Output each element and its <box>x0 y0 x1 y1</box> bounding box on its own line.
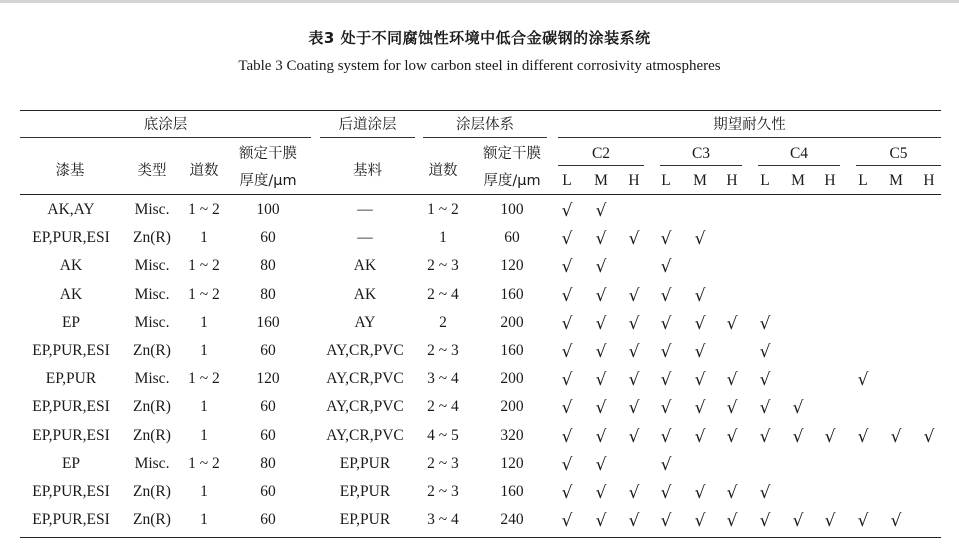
cell-ndft: 60 <box>260 398 276 416</box>
group-header-subsequent: 后道涂层 <box>338 117 397 133</box>
col-header-sub-binder: 基料 <box>353 163 382 179</box>
cell-binder: AK <box>59 285 83 303</box>
cell-sys-ndft: 120 <box>500 454 524 472</box>
cell-sys-ndft: 120 <box>500 257 524 275</box>
cell-sys-coats: 3 ~ 4 <box>427 511 459 529</box>
check-icon: √ <box>628 229 640 250</box>
col-header-binder: 漆基 <box>55 163 85 179</box>
cell-sys-coats: 3 ~ 4 <box>427 370 459 388</box>
cell-ndft: 80 <box>260 285 276 303</box>
check-icon: √ <box>595 285 607 306</box>
check-icon: √ <box>595 454 607 475</box>
cell-sys-coats: 2 <box>439 313 447 331</box>
check-icon: √ <box>824 426 836 447</box>
check-icon: √ <box>561 285 573 306</box>
cell-type: Zn(R) <box>133 426 171 444</box>
cell-coats: 1 <box>200 511 208 529</box>
table-title-chinese: 表3 处于不同腐蚀性环境中低合金碳钢的涂装系统 <box>308 29 651 47</box>
check-icon: √ <box>759 342 771 362</box>
check-icon: √ <box>759 426 771 447</box>
check-icon: √ <box>561 454 573 475</box>
table-top-rule <box>20 110 941 111</box>
check-icon: √ <box>726 483 738 503</box>
c2-underline <box>558 165 644 166</box>
cell-binder: EP,PUR <box>45 370 97 388</box>
check-icon: √ <box>694 398 706 419</box>
check-icon: √ <box>595 313 607 334</box>
check-icon: √ <box>660 398 672 419</box>
check-icon: √ <box>694 313 706 334</box>
cell-ndft: 60 <box>260 342 276 359</box>
check-icon: √ <box>726 426 738 447</box>
cell-coats: 1 <box>200 426 208 444</box>
cell-coats: 1 ~ 2 <box>188 201 220 218</box>
check-icon: √ <box>595 257 607 278</box>
durability-header-c4-m: M <box>791 172 805 189</box>
col-header-ndft-line1: 额定干膜 <box>239 146 297 162</box>
cell-ndft: 80 <box>260 257 276 275</box>
cell-sub-binder: — <box>357 201 373 218</box>
check-icon: √ <box>792 398 804 419</box>
check-icon: √ <box>660 454 672 475</box>
check-icon: √ <box>660 285 672 306</box>
check-icon: √ <box>561 257 573 278</box>
cell-binder: EP,PUR,ESI <box>32 398 110 416</box>
c3-underline <box>660 165 742 166</box>
durability-header-c3-m: M <box>693 172 707 189</box>
check-icon: √ <box>660 342 672 362</box>
check-icon: √ <box>694 342 706 362</box>
cell-binder: AK <box>59 257 83 275</box>
header-bottom-rule <box>20 194 941 195</box>
group-header-primer: 底涂层 <box>143 117 188 133</box>
cell-ndft: 80 <box>260 454 276 472</box>
group-header-system: 涂层体系 <box>456 117 514 133</box>
col-header-ndft-line2: 厚度/μm <box>239 173 297 189</box>
group-underline-system <box>423 137 547 138</box>
check-icon: √ <box>628 285 640 306</box>
check-icon: √ <box>595 229 607 250</box>
check-icon: √ <box>595 483 607 503</box>
check-icon: √ <box>726 313 738 334</box>
durability-header-c4-h: H <box>824 172 836 189</box>
c4-underline <box>758 165 840 166</box>
cell-sys-coats: 2 ~ 3 <box>427 342 459 359</box>
cell-coats: 1 <box>200 313 208 331</box>
check-icon: √ <box>660 483 672 503</box>
group-underline-primer <box>20 137 311 138</box>
cell-type: Zn(R) <box>133 398 171 416</box>
check-icon: √ <box>857 426 869 447</box>
check-icon: √ <box>759 511 771 532</box>
cell-sys-coats: 2 ~ 4 <box>427 285 459 303</box>
cell-sys-coats: 2 ~ 3 <box>427 454 459 472</box>
cell-sys-ndft: 240 <box>500 511 524 529</box>
check-icon: √ <box>561 426 573 447</box>
cell-sub-binder: AY,CR,PVC <box>326 398 404 416</box>
check-icon: √ <box>628 483 640 503</box>
col-header-sys-ndft-line1: 额定干膜 <box>483 146 541 162</box>
cell-sys-coats: 2 ~ 4 <box>427 398 459 416</box>
cell-binder: EP,PUR,ESI <box>32 342 110 359</box>
col-header-c2: C2 <box>591 145 611 162</box>
cell-sub-binder: AY <box>354 313 376 331</box>
cell-type: Misc. <box>134 257 170 275</box>
cell-type: Misc. <box>134 370 170 388</box>
check-icon: √ <box>792 426 804 447</box>
cell-coats: 1 <box>200 342 208 359</box>
cell-type: Zn(R) <box>133 229 171 247</box>
check-icon: √ <box>561 483 573 503</box>
group-underline-subsequent <box>320 137 415 138</box>
check-icon: √ <box>595 370 607 391</box>
durability-header-c3-h: H <box>726 172 738 189</box>
col-header-c3: C3 <box>691 145 711 162</box>
check-icon: √ <box>628 313 640 334</box>
top-border <box>0 0 959 3</box>
check-icon: √ <box>660 370 672 391</box>
check-icon: √ <box>561 229 573 250</box>
cell-sub-binder: AK <box>353 285 377 303</box>
check-icon: √ <box>890 426 902 447</box>
check-icon: √ <box>694 483 706 503</box>
cell-coats: 1 ~ 2 <box>188 370 220 388</box>
durability-header-c3-l: L <box>661 172 671 189</box>
cell-type: Zn(R) <box>133 511 171 529</box>
check-icon: √ <box>694 370 706 391</box>
cell-sub-binder: AY,CR,PVC <box>326 342 404 359</box>
check-icon: √ <box>660 257 672 278</box>
check-icon: √ <box>628 370 640 391</box>
durability-header-c5-l: L <box>858 172 868 189</box>
check-icon: √ <box>694 426 706 447</box>
group-header-durability: 期望耐久性 <box>713 117 786 133</box>
cell-binder: EP,PUR,ESI <box>32 511 110 529</box>
check-icon: √ <box>595 398 607 419</box>
check-icon: √ <box>726 398 738 419</box>
cell-coats: 1 <box>200 483 208 500</box>
durability-header-c5-h: H <box>923 172 935 189</box>
check-icon: √ <box>628 511 640 532</box>
group-underline-durability <box>558 137 941 138</box>
cell-ndft: 120 <box>256 370 280 388</box>
cell-sub-binder: — <box>357 229 373 247</box>
cell-sys-ndft: 200 <box>500 398 524 416</box>
check-icon: √ <box>923 426 935 447</box>
cell-type: Zn(R) <box>133 483 171 500</box>
durability-header-c5-m: M <box>889 172 903 189</box>
col-header-c5: C5 <box>889 145 908 162</box>
check-icon: √ <box>694 511 706 532</box>
check-icon: √ <box>759 398 771 419</box>
cell-sub-binder: EP,PUR <box>339 454 391 472</box>
check-icon: √ <box>595 201 607 221</box>
cell-type: Misc. <box>134 313 170 331</box>
check-icon: √ <box>792 511 804 532</box>
cell-sys-ndft: 100 <box>500 201 524 218</box>
check-icon: √ <box>759 370 771 391</box>
cell-coats: 1 ~ 2 <box>188 257 220 275</box>
col-header-sys-coats: 道数 <box>428 163 458 179</box>
cell-sub-binder: AY,CR,PVC <box>326 370 404 388</box>
check-icon: √ <box>890 511 902 532</box>
cell-type: Misc. <box>134 454 170 472</box>
cell-sys-coats: 1 <box>439 229 447 247</box>
check-icon: √ <box>595 342 607 362</box>
check-icon: √ <box>660 511 672 532</box>
cell-sys-coats: 4 ~ 5 <box>427 426 459 444</box>
cell-type: Misc. <box>134 201 170 218</box>
table-title-english: Table 3 Coating system for low carbon steel in different corrosivity atmospheres <box>238 58 721 74</box>
cell-ndft: 60 <box>260 511 276 529</box>
cell-coats: 1 <box>200 229 208 247</box>
col-header-coats: 道数 <box>189 163 219 179</box>
cell-sys-coats: 1 ~ 2 <box>427 201 459 218</box>
check-icon: √ <box>628 426 640 447</box>
cell-sub-binder: EP,PUR <box>339 511 391 529</box>
c5-underline <box>856 165 941 166</box>
cell-sys-ndft: 60 <box>504 229 520 247</box>
col-header-c4: C4 <box>789 145 809 162</box>
cell-sub-binder: AY,CR,PVC <box>326 426 404 444</box>
check-icon: √ <box>628 342 640 362</box>
cell-ndft: 100 <box>256 201 280 218</box>
cell-sub-binder: AK <box>353 257 377 275</box>
cell-ndft: 60 <box>260 483 276 500</box>
cell-binder: AK,AY <box>47 201 95 218</box>
cell-sys-coats: 2 ~ 3 <box>427 257 459 275</box>
cell-sub-binder: EP,PUR <box>339 483 391 500</box>
check-icon: √ <box>561 511 573 532</box>
check-icon: √ <box>726 511 738 532</box>
col-header-type: 类型 <box>137 163 167 179</box>
check-icon: √ <box>561 370 573 391</box>
cell-ndft: 60 <box>260 426 276 444</box>
check-icon: √ <box>595 511 607 532</box>
cell-binder: EP,PUR,ESI <box>32 426 110 444</box>
cell-sys-ndft: 160 <box>500 285 524 303</box>
durability-header-c2-h: H <box>628 172 640 189</box>
cell-type: Zn(R) <box>133 342 171 359</box>
check-icon: √ <box>561 201 573 221</box>
check-icon: √ <box>561 342 573 362</box>
check-icon: √ <box>726 370 738 391</box>
check-icon: √ <box>660 313 672 334</box>
check-icon: √ <box>595 426 607 447</box>
check-icon: √ <box>857 511 869 532</box>
cell-coats: 1 <box>200 398 208 416</box>
cell-ndft: 160 <box>256 313 280 331</box>
check-icon: √ <box>628 398 640 419</box>
check-icon: √ <box>561 313 573 334</box>
cell-binder: EP <box>61 454 81 472</box>
cell-coats: 1 ~ 2 <box>188 285 220 303</box>
check-icon: √ <box>660 229 672 250</box>
check-icon: √ <box>660 426 672 447</box>
table-bottom-rule <box>20 537 941 538</box>
check-icon: √ <box>759 483 771 503</box>
durability-header-c2-l: L <box>562 172 572 189</box>
cell-sys-ndft: 320 <box>500 426 524 444</box>
cell-coats: 1 ~ 2 <box>188 454 220 472</box>
cell-binder: EP <box>61 313 81 331</box>
cell-sys-ndft: 160 <box>500 483 524 500</box>
check-icon: √ <box>857 370 869 391</box>
col-header-sys-ndft-line2: 厚度/μm <box>483 173 541 189</box>
check-icon: √ <box>694 285 706 306</box>
durability-header-c2-m: M <box>594 172 608 189</box>
cell-sys-coats: 2 ~ 3 <box>427 483 459 500</box>
cell-sys-ndft: 200 <box>500 313 524 331</box>
check-icon: √ <box>561 398 573 419</box>
cell-sys-ndft: 200 <box>500 370 524 388</box>
cell-binder: EP,PUR,ESI <box>32 229 110 247</box>
cell-type: Misc. <box>134 285 170 303</box>
check-icon: √ <box>759 313 771 334</box>
durability-header-c4-l: L <box>760 172 770 189</box>
cell-ndft: 60 <box>260 229 276 247</box>
cell-binder: EP,PUR,ESI <box>32 483 110 500</box>
check-icon: √ <box>694 229 706 250</box>
cell-sys-ndft: 160 <box>500 342 524 359</box>
check-icon: √ <box>824 511 836 532</box>
